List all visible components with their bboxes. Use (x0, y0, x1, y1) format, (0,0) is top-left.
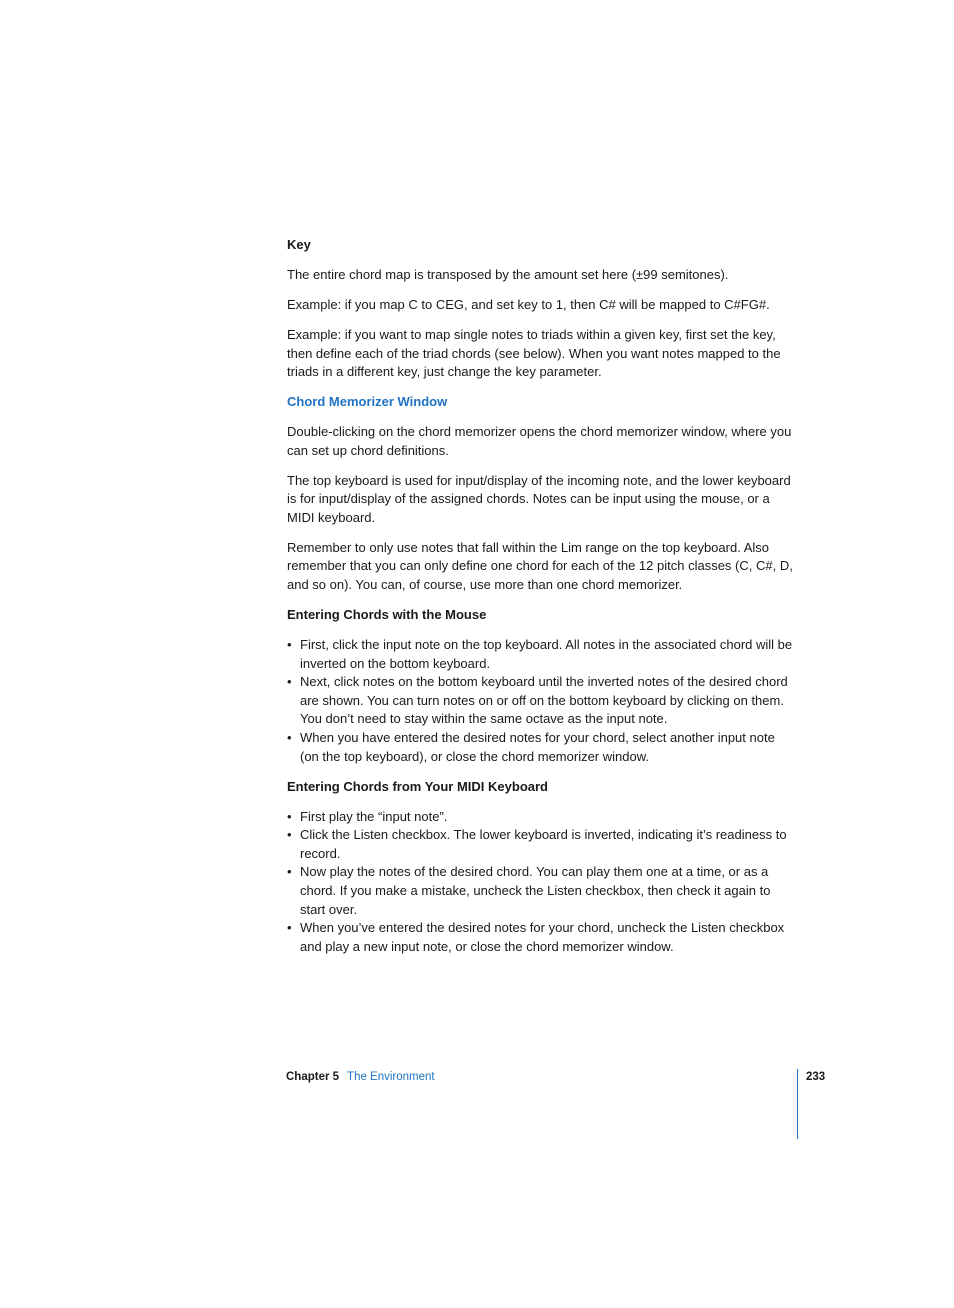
bullet-glyph: • (287, 808, 292, 824)
chord-memorizer-paragraph-1: Double-clicking on the chord memorizer opens the chord memorizer window, where you can set up chord definitions. (287, 424, 792, 458)
list-item-text: First, click the input note on the top keyboard. All notes in the associated chord will be inverted on the bottom keyboard. (300, 637, 793, 671)
midi-bullet-list (287, 808, 793, 957)
list-item (287, 673, 793, 729)
list-item (287, 919, 793, 956)
bullet-glyph: • (287, 920, 292, 936)
list-item-text: Next, click notes on the bottom keyboard until the inverted notes of the desired chord are shown. You can turn notes on or off on the bottom keyboard by clicking on them. You don’t need to stay within the same octave as the input note. (300, 674, 788, 727)
list-item-text: When you’ve entered the desired notes for your chord, uncheck the Listen checkbox and play a new input note, or close the chord memorizer window. (300, 920, 785, 954)
list-item (287, 863, 793, 919)
midi-section-heading: Entering Chords from Your MIDI Keyboard (287, 778, 548, 794)
page-number: 233 (806, 1071, 826, 1083)
key-paragraph-2: Example: if you map C to CEG, and set key to 1, then C# will be mapped to C#FG#. (287, 296, 770, 312)
mouse-bullet-list (287, 636, 793, 766)
list-item (287, 808, 793, 827)
page-footer (286, 1069, 435, 1085)
page-body (287, 236, 793, 968)
key-paragraph-3: Example: if you want to map single notes to triads within a given key, first set the key, then define each of the triad chords (see below). When you want notes mapped to the triads in a different key, just change the key parameter. (287, 326, 781, 380)
list-item-text: First play the “input note”. (300, 808, 448, 824)
chord-memorizer-paragraph-2: The top keyboard is used for input/display of the incoming note, and the lower keyboard is for input/display of the assigned chords. Notes can be input using the mouse, or a MIDI keyboard. (287, 472, 791, 525)
list-item-text: Now play the notes of the desired chord. You can play them one at a time, or as a chord. If you make a mistake, uncheck the Listen checkbox, then check it again to start over. (300, 864, 771, 917)
chapter-title-link[interactable]: The Environment (347, 1071, 435, 1083)
list-item (287, 729, 793, 766)
key-heading: Key (287, 237, 311, 252)
bullet-glyph: • (287, 827, 292, 843)
bullet-glyph: • (287, 729, 292, 745)
bullet-glyph: • (287, 674, 292, 690)
chapter-label: Chapter 5 (286, 1071, 340, 1083)
bullet-glyph: • (287, 864, 292, 880)
mouse-section-heading: Entering Chords with the Mouse (287, 607, 487, 623)
list-item (287, 826, 793, 863)
chord-memorizer-paragraph-3: Remember to only use notes that fall within the Lim range on the top keyboard. Also remember that you can only define one chord for each of the 12 pitch classes (C, C#, D, and so on). You can, of course, use more than one chord memorizer. (287, 539, 793, 593)
bullet-glyph: • (287, 637, 292, 653)
list-item-text: When you have entered the desired notes for your chord, select another input note (on the top keyboard), or close the chord memorizer window. (300, 729, 775, 764)
list-item-text: Click the Listen checkbox. The lower keyboard is inverted, indicating it’s readiness to record. (300, 827, 787, 861)
list-item (287, 636, 793, 673)
key-paragraph-1: The entire chord map is transposed by the amount set here (±99 semitones). (287, 266, 729, 282)
footer-divider (797, 1069, 798, 1139)
chord-memorizer-title: Chord Memorizer Window (287, 394, 448, 410)
